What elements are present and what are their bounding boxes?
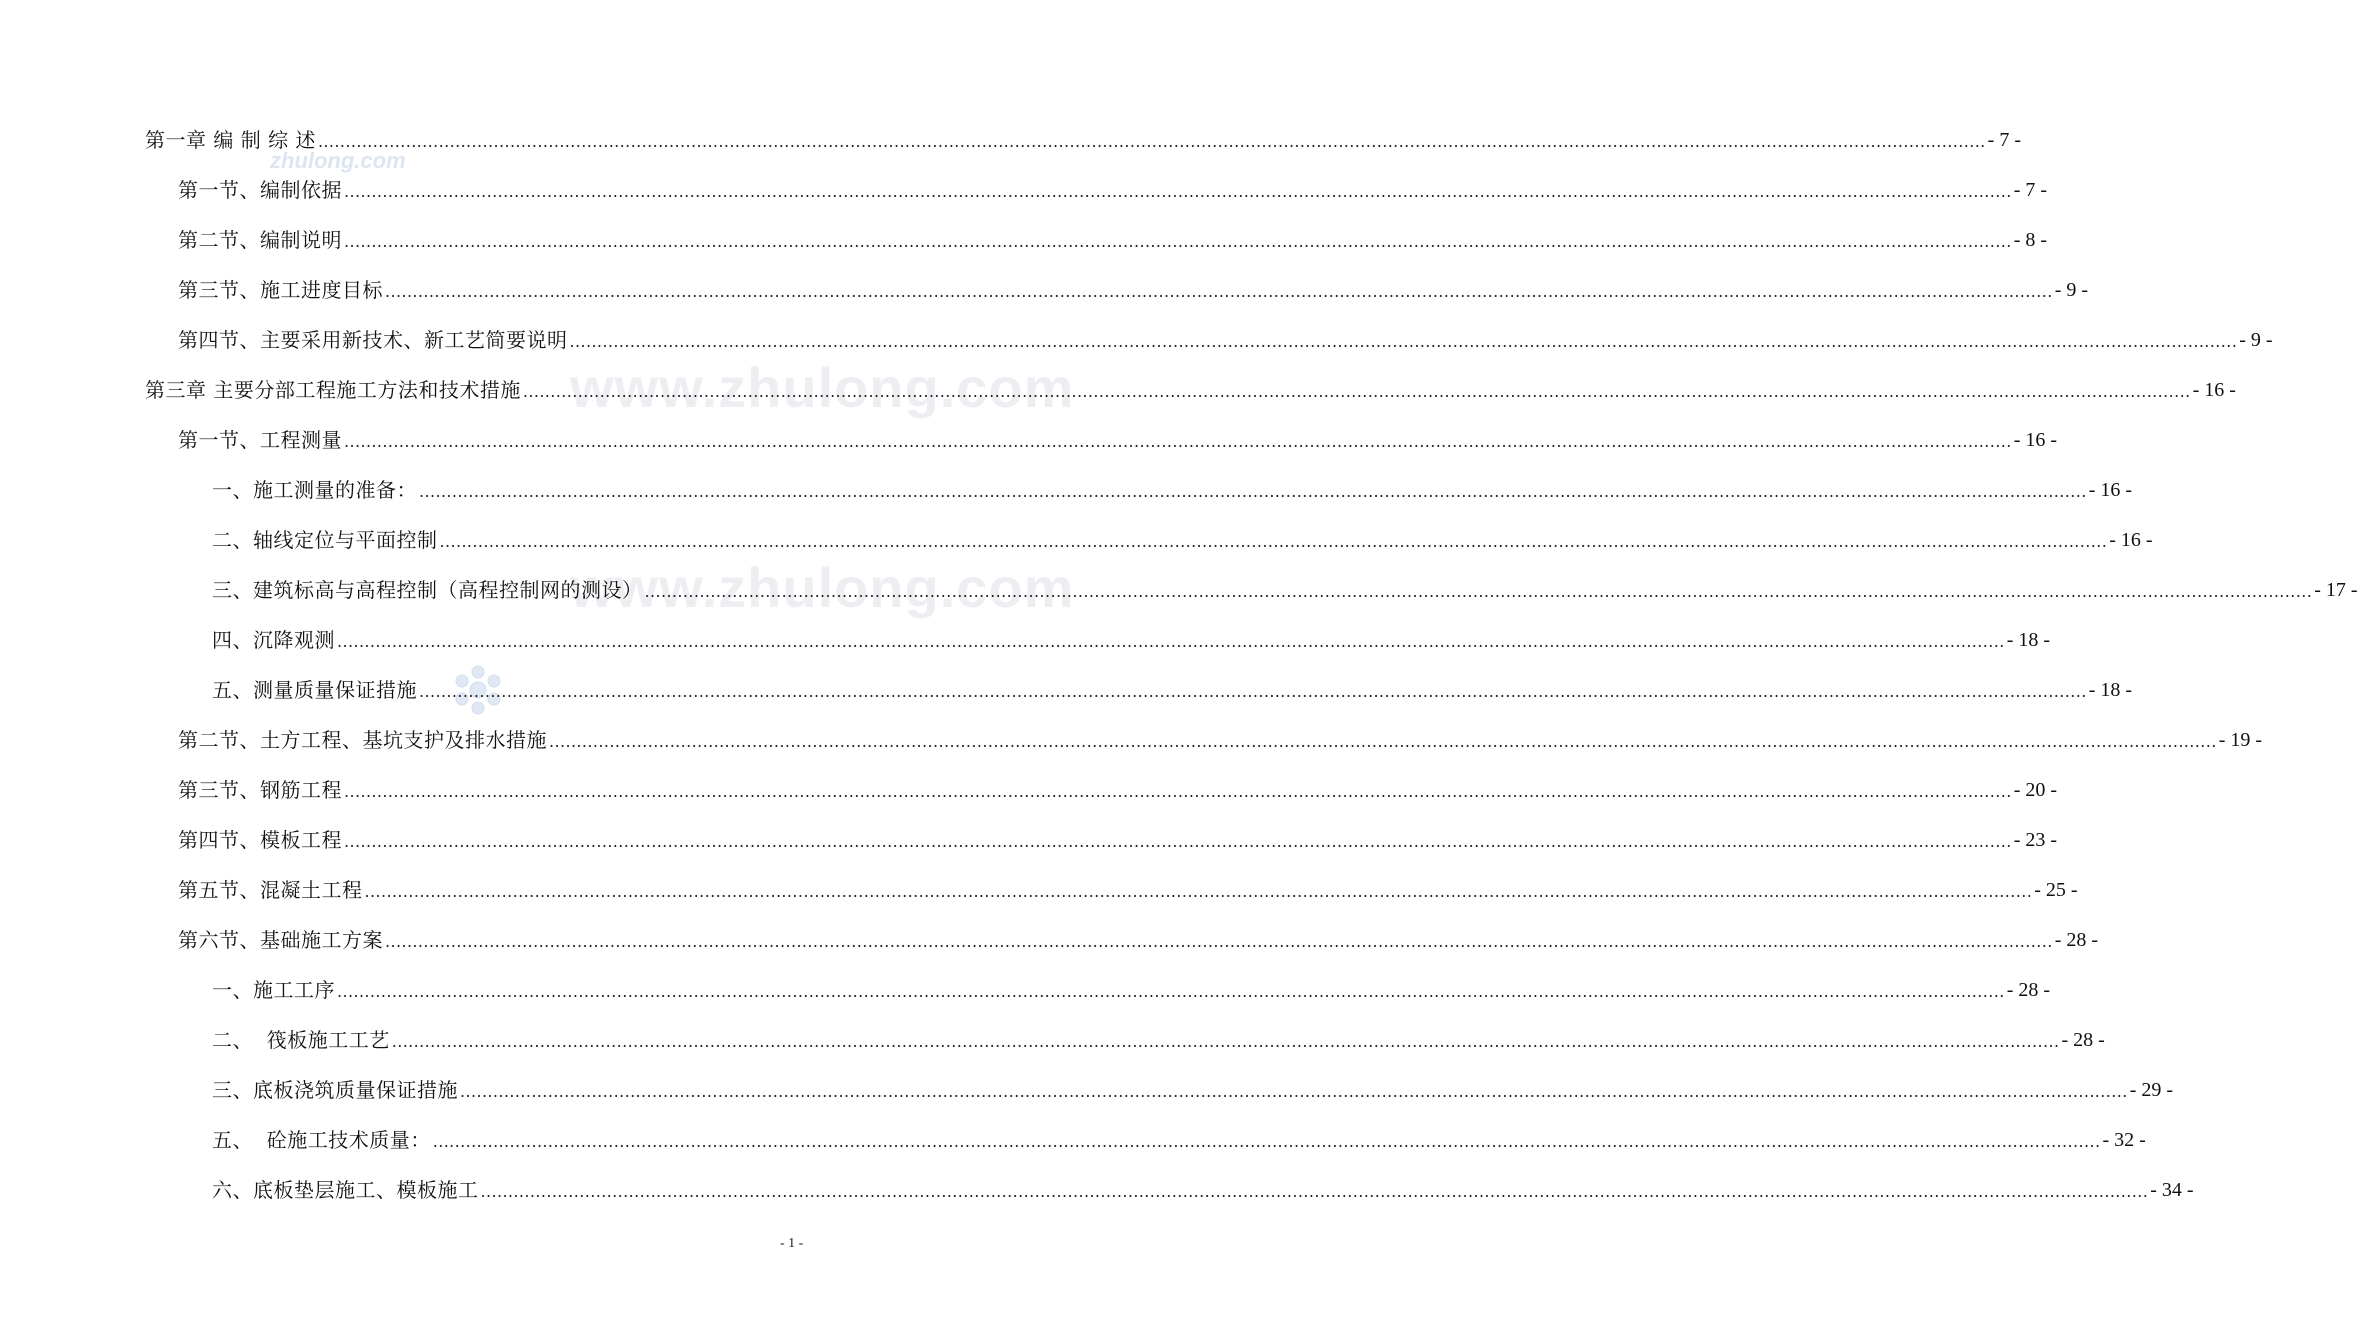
toc-dot-leader — [318, 132, 1986, 154]
toc-entry[interactable] — [178, 774, 2058, 804]
toc-entry[interactable] — [178, 224, 2048, 254]
toc-dot-leader — [460, 1082, 2128, 1104]
toc-entry-page: - 28 - — [2061, 1029, 2105, 1051]
toc-entry[interactable] — [178, 274, 2089, 304]
toc-entry[interactable] — [212, 474, 2133, 504]
watermark-large-2: www.zhulong.com — [570, 556, 1075, 619]
toc-entry-page: - 18 - — [2088, 679, 2133, 701]
toc-dot-leader — [344, 432, 2012, 454]
toc-entry[interactable] — [212, 1024, 2105, 1054]
toc-dot-leader — [344, 782, 2012, 804]
toc-entry[interactable] — [212, 524, 2153, 554]
toc-entry-label: 第三节、钢筋工程 — [178, 778, 342, 802]
toc-dot-leader — [385, 932, 2053, 954]
toc-entry[interactable] — [178, 874, 2078, 904]
toc-entry-page: - 16 - — [2192, 379, 2236, 401]
toc-dot-leader — [481, 1182, 2149, 1204]
toc-entry-label: 第四节、主要采用新技术、新工艺简要说明 — [178, 328, 568, 352]
toc-entry-label: 第二节、土方工程、基坑支护及排水措施 — [178, 728, 547, 752]
toc-entry[interactable] — [212, 624, 2051, 654]
toc-entry-label: 二、 筏板施工工艺 — [212, 1028, 390, 1052]
toc-entry-label: 第五节、混凝土工程 — [178, 878, 363, 902]
toc-entry[interactable] — [145, 374, 2236, 404]
toc-entry-page: - 19 - — [2218, 729, 2263, 751]
toc-dot-leader — [337, 982, 2005, 1004]
toc-entry-page: - 7 - — [2013, 179, 2048, 201]
toc-dot-leader — [549, 732, 2217, 754]
toc-entry-label: 第一节、编制依据 — [178, 178, 342, 202]
toc-dot-leader — [419, 682, 2087, 704]
toc-dot-leader — [344, 832, 2012, 854]
toc-entry-label: 三、建筑标高与高程控制（高程控制网的测设） — [212, 578, 643, 602]
toc-entry[interactable] — [212, 1074, 2174, 1104]
toc-entry-label: 第六节、基础施工方案 — [178, 928, 383, 952]
toc-entry-label: 一、施工测量的准备： — [212, 478, 417, 502]
watermark-small: zhulong.com — [270, 148, 406, 173]
toc-entry[interactable] — [178, 324, 2273, 354]
toc-entry-label: 第一节、工程测量 — [178, 428, 342, 452]
toc-entry[interactable] — [178, 824, 2058, 854]
toc-dot-leader — [344, 182, 2012, 204]
watermark-large-1: www.zhulong.com — [570, 356, 1075, 419]
toc-entry-page: - 34 - — [2150, 1179, 2194, 1201]
toc-dot-leader — [440, 532, 2108, 554]
toc-entry-page: - 28 - — [2054, 929, 2099, 951]
toc-entry-label: 第三章 主要分部工程施工方法和技术措施 — [145, 378, 521, 402]
toc-entry-label: 五、 砼施工技术质量： — [212, 1128, 431, 1152]
toc-entry-page: - 17 - — [2314, 579, 2358, 601]
toc-dot-leader — [645, 582, 2313, 604]
toc-entry[interactable] — [212, 1174, 2194, 1204]
toc-entry-label: 六、底板垫层施工、模板施工 — [212, 1178, 479, 1202]
toc-entry-page: - 23 - — [2013, 829, 2058, 851]
toc-entry-page: - 20 - — [2013, 779, 2058, 801]
toc-entry[interactable] — [212, 574, 2358, 604]
toc-entry[interactable] — [178, 924, 2099, 954]
toc-entry-label: 第四节、模板工程 — [178, 828, 342, 852]
toc-entry-label: 第三节、施工进度目标 — [178, 278, 383, 302]
toc-entry-page: - 9 - — [2054, 279, 2089, 301]
toc-entry-page: - 8 - — [2013, 229, 2048, 251]
toc-entry-page: - 16 - — [2013, 429, 2058, 451]
toc-entry-page: - 16 - — [2109, 529, 2153, 551]
toc-dot-leader — [344, 232, 2012, 254]
toc-entry[interactable] — [145, 124, 2021, 154]
toc-entry-label: 第一章 编 制 综 述 — [145, 128, 316, 152]
toc-entry[interactable] — [212, 974, 2051, 1004]
toc-dot-leader — [365, 882, 2033, 904]
toc-entry-page: - 25 - — [2034, 879, 2078, 901]
toc-dot-leader — [523, 382, 2191, 404]
toc-dot-leader — [337, 632, 2005, 654]
toc-entry-label: 五、测量质量保证措施 — [212, 678, 417, 702]
toc-entry[interactable] — [212, 674, 2133, 704]
toc-entry-label: 四、沉降观测 — [212, 628, 335, 652]
toc-entry-label: 三、底板浇筑质量保证措施 — [212, 1078, 458, 1102]
toc-dot-leader — [385, 282, 2053, 304]
toc-entry[interactable] — [178, 174, 2048, 204]
toc-entry-label: 二、轴线定位与平面控制 — [212, 528, 438, 552]
toc-dot-leader — [392, 1032, 2060, 1054]
toc-entry[interactable] — [212, 1124, 2146, 1154]
toc-entry-label: 一、施工工序 — [212, 978, 335, 1002]
toc-entry-page: - 9 - — [2239, 329, 2273, 351]
toc-entry[interactable] — [178, 424, 2058, 454]
toc-entry-page: - 16 - — [2088, 479, 2133, 501]
toc-entry-page: - 28 - — [2006, 979, 2051, 1001]
toc-entry-label: 第二节、编制说明 — [178, 228, 342, 252]
toc-entry-page: - 18 - — [2006, 629, 2051, 651]
toc-dot-leader — [419, 482, 2087, 504]
toc-entry-page: - 7 - — [1987, 129, 2021, 151]
toc-entry[interactable] — [178, 724, 2263, 754]
footer-page-number: - 1 - — [780, 1236, 804, 1251]
toc-entry-page: - 29 - — [2129, 1079, 2174, 1101]
toc-dot-leader — [570, 332, 2238, 354]
toc-dot-leader — [433, 1132, 2101, 1154]
toc-entry-page: - 32 - — [2102, 1129, 2146, 1151]
